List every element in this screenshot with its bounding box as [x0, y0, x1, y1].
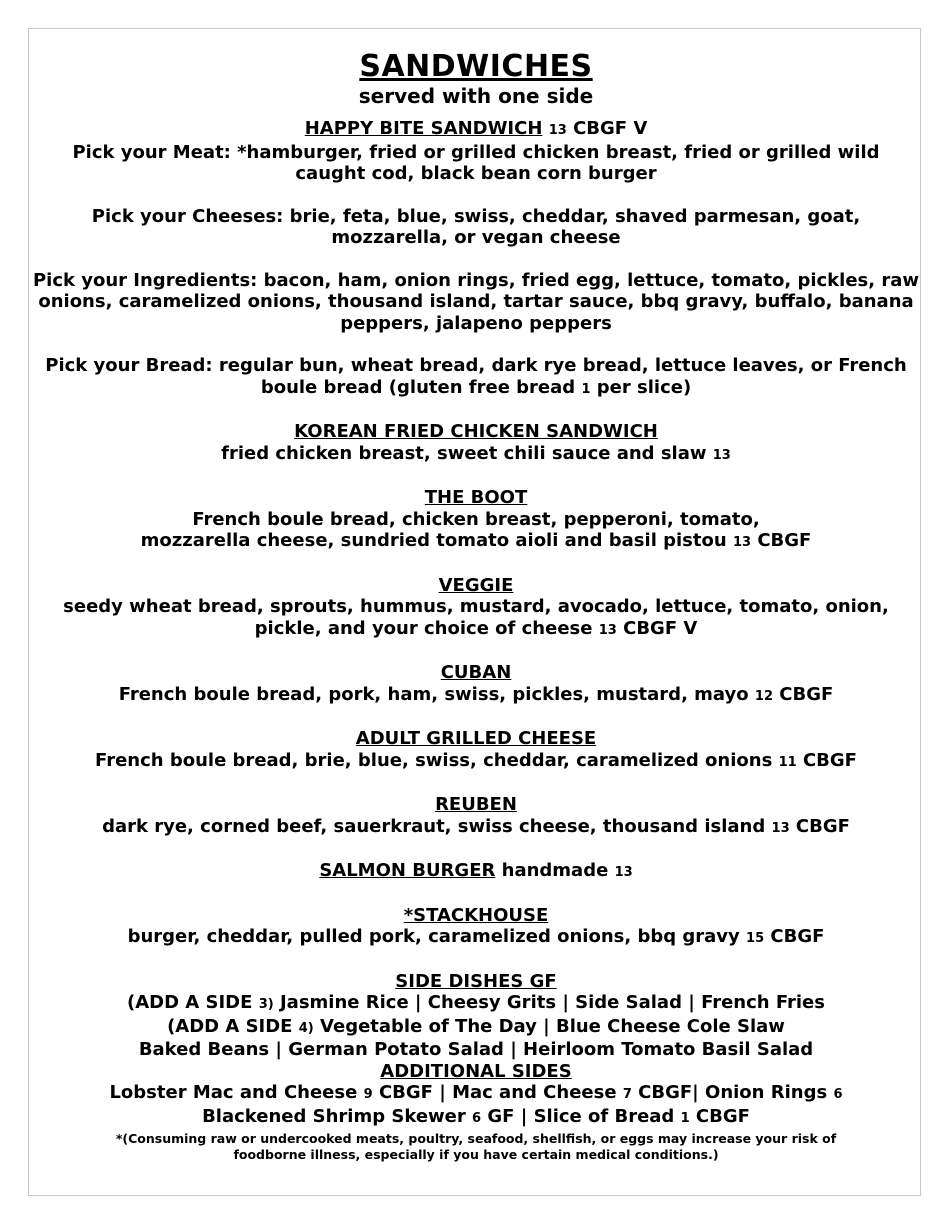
boot-description-line	[30, 530, 922, 554]
adult-grilled-cheese-item	[30, 728, 922, 773]
reuben-description-line	[30, 816, 922, 840]
reuben-price: 13	[771, 820, 790, 836]
add-a-side-label: (ADD A SIDE	[127, 992, 253, 1013]
additional-sides-heading	[30, 1061, 922, 1083]
additional-side-name: Mac and Cheese	[452, 1082, 617, 1103]
stackhouse-heading	[30, 905, 922, 927]
veggie-description: seedy wheat bread, sprouts, hummus, mustard, avocado, lettuce, tomato, onion,	[63, 596, 889, 617]
stackhouse-item	[30, 905, 922, 950]
additional-side-tags: CBGF|	[638, 1082, 699, 1103]
stackhouse-description-line	[30, 926, 922, 950]
side-dishes-line	[30, 1016, 922, 1040]
adult-grilled-cheese-tags: CBGF	[802, 749, 857, 771]
korean-sandwich-item	[30, 421, 922, 466]
boot-description: French boule bread, chicken breast, pepperoni, tomato,	[192, 508, 760, 530]
cheese-options-block	[30, 206, 922, 249]
cuban-item	[30, 662, 922, 707]
cheese-options-line: mozzarella, or vegan cheese	[331, 227, 621, 248]
side-dishes-title: SIDE DISHES GF	[395, 970, 557, 992]
stackhouse-description: burger, cheddar, pulled pork, caramelized onions, bbq gravy	[127, 926, 740, 947]
reuben-description: dark rye, corned beef, sauerkraut, swiss cheese, thousand island	[102, 815, 766, 837]
side-dishes-line: Baked Beans | German Potato Salad | Heirloom Tomato Basil Salad	[138, 1039, 814, 1060]
additional-side-price: 1	[680, 1110, 690, 1126]
salmon-burger-item	[30, 860, 922, 884]
additional-side-price: 6	[472, 1110, 482, 1126]
ingredient-options-block	[30, 270, 922, 335]
additional-side-name: Onion Rings	[705, 1082, 828, 1103]
happy-bite-name: HAPPY BITE SANDWICH	[304, 118, 543, 139]
adult-grilled-cheese-price: 11	[778, 754, 797, 770]
cheese-options-line: Pick your Cheeses: brie, feta, blue, swiss, cheddar, shaved parmesan, goat,	[91, 205, 861, 227]
veggie-description: pickle, and your choice of cheese	[254, 617, 593, 639]
cuban-price: 12	[754, 688, 773, 704]
veggie-description-line	[30, 618, 922, 642]
cuban-heading	[30, 662, 922, 684]
additional-side-name: Blackened Shrimp Skewer	[202, 1105, 466, 1127]
reuben-tags: CBGF	[795, 815, 850, 837]
menu-header	[30, 50, 922, 108]
add-a-side-label: (ADD A SIDE	[167, 1015, 293, 1037]
veggie-name: VEGGIE	[438, 574, 514, 596]
additional-side-price: 7	[622, 1087, 632, 1102]
bread-options-line: Pick your Bread: regular bun, wheat bread, dark rye bread, lettuce leaves, or French	[45, 355, 907, 376]
happy-bite-heading	[30, 118, 922, 142]
ingredient-options-line: peppers, jalapeno peppers	[340, 312, 612, 334]
side-dishes-line	[30, 992, 922, 1016]
boot-price: 13	[732, 535, 752, 550]
ingredient-options-line: Pick your Ingredients: bacon, ham, onion rings, fried egg, lettuce, tomato, pickles, raw	[32, 269, 920, 291]
korean-description: fried chicken breast, sweet chili sauce and slaw	[221, 442, 707, 464]
disclaimer-line: *(Consuming raw or undercooked meats, poultry, seafood, shellfish, or eggs may increase your risk of	[115, 1131, 837, 1146]
salmon-burger-name: SALMON BURGER	[319, 860, 496, 881]
stackhouse-tags: CBGF	[770, 926, 825, 947]
happy-bite-price: 13	[548, 123, 567, 138]
adult-grilled-cheese-description-line	[30, 750, 922, 774]
korean-heading	[30, 421, 922, 443]
additional-sides-line	[30, 1106, 922, 1130]
additional-sides-section	[30, 1061, 922, 1130]
additional-side-price: 9	[363, 1087, 373, 1102]
reuben-heading	[30, 794, 922, 816]
stackhouse-name: *STACKHOUSE	[403, 904, 549, 926]
boot-tags: CBGF	[757, 530, 812, 551]
bread-options-text: per slice)	[596, 376, 692, 398]
cuban-description: French boule bread, pork, ham, swiss, pickles, mustard, mayo	[118, 683, 749, 705]
adult-grilled-cheese-description: French boule bread, brie, blue, swiss, cheddar, caramelized onions	[95, 749, 773, 771]
menu-title: SANDWICHES	[359, 49, 593, 84]
side-dishes-heading	[30, 971, 922, 993]
cuban-name: CUBAN	[440, 662, 512, 683]
salmon-burger-heading	[30, 860, 922, 884]
add-a-side-price: 4)	[298, 1020, 314, 1036]
additional-sides-title: ADDITIONAL SIDES	[380, 1060, 572, 1082]
meat-options-line: caught cod, black bean corn burger	[295, 163, 657, 184]
adult-grilled-cheese-heading	[30, 728, 922, 750]
disclaimer-line: foodborne illness, especially if you have certain medical conditions.)	[233, 1147, 719, 1162]
additional-side-tags: GF |	[487, 1105, 528, 1127]
additional-side-name: Lobster Mac and Cheese	[109, 1082, 358, 1103]
additional-side-tags: CBGF	[695, 1105, 750, 1127]
gluten-free-bread-price: 1	[581, 381, 591, 397]
cuban-tags: CBGF	[779, 683, 834, 705]
cuban-description-line	[30, 684, 922, 708]
korean-price: 13	[712, 447, 731, 463]
happy-bite-heading-block	[30, 118, 922, 185]
additional-sides-line	[30, 1082, 922, 1106]
reuben-name: REUBEN	[435, 794, 517, 815]
bread-options-line	[30, 377, 922, 401]
boot-item	[30, 487, 922, 554]
veggie-tags: CBGF V	[623, 617, 698, 639]
menu-subtitle: served with one side	[358, 84, 594, 108]
ingredient-options-line: onions, caramelized onions, thousand island, tartar sauce, bbq gravy, buffalo, banana	[38, 291, 914, 312]
korean-description-line	[30, 443, 922, 467]
veggie-heading	[30, 575, 922, 597]
add-a-side-price: 3)	[258, 997, 274, 1012]
veggie-price: 13	[598, 622, 617, 638]
side-dishes-section	[30, 971, 922, 1061]
korean-name: KOREAN FRIED CHICKEN SANDWICH	[294, 421, 658, 442]
bread-options-text: boule bread (gluten free bread	[260, 376, 576, 398]
veggie-item	[30, 575, 922, 642]
side-dishes-items: Vegetable of The Day | Blue Cheese Cole Slaw	[320, 1015, 785, 1037]
stackhouse-price: 15	[746, 931, 765, 946]
food-safety-disclaimer	[30, 1131, 922, 1163]
boot-description: mozzarella cheese, sundried tomato aioli and basil pistou	[140, 530, 727, 551]
happy-bite-tags: CBGF V	[573, 118, 648, 139]
adult-grilled-cheese-name: ADULT GRILLED CHEESE	[355, 728, 597, 749]
additional-side-price: 6	[833, 1087, 843, 1102]
side-dishes-items: Jasmine Rice | Cheesy Grits | Side Salad | French Fries	[279, 992, 825, 1013]
bread-options-block	[30, 355, 922, 400]
salmon-burger-description: handmade	[501, 860, 609, 881]
boot-heading	[30, 487, 922, 509]
salmon-burger-price: 13	[614, 865, 633, 880]
additional-side-name: Slice of Bread	[533, 1105, 675, 1127]
reuben-item	[30, 794, 922, 839]
additional-side-tags: CBGF |	[378, 1082, 446, 1103]
meat-options-line: Pick your Meat: *hamburger, fried or grilled chicken breast, fried or grilled wild	[72, 141, 880, 163]
boot-name: THE BOOT	[424, 487, 528, 508]
menu-page	[30, 50, 922, 1163]
